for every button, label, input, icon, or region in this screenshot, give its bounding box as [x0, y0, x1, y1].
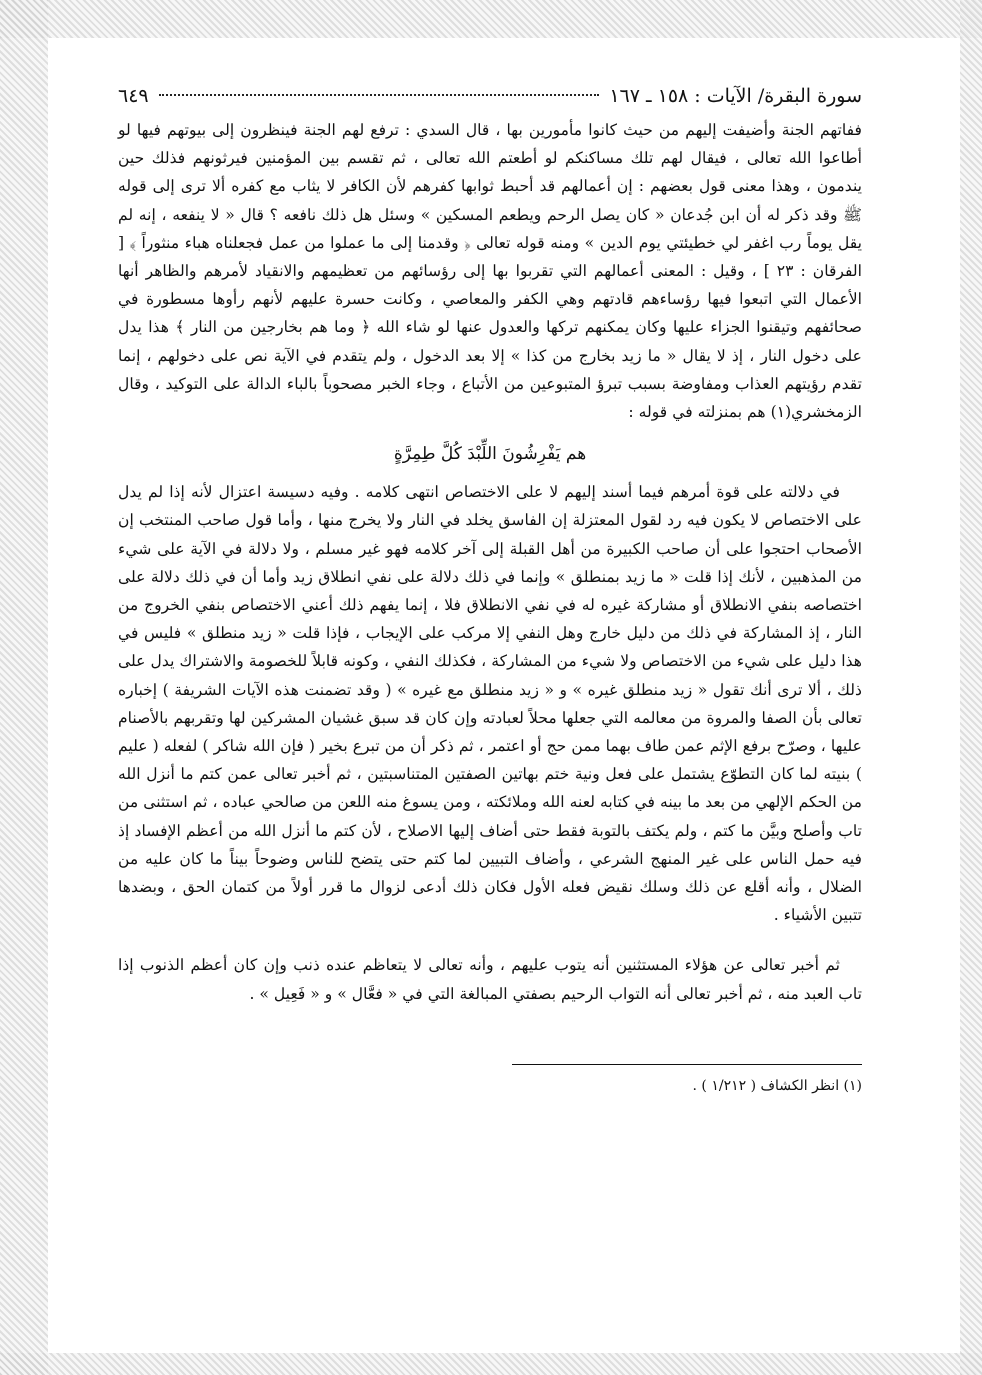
scan-border-bottom: [0, 1353, 982, 1375]
poetry-verse: هم يَفْرِشُونَ اللِّبْدَ كُلَّ طِمِرَّةٍ: [393, 444, 587, 465]
scan-border-left: [0, 0, 48, 1375]
footnote: (١) انظر الكشاف ( ١/٢١٢ ) .: [692, 1077, 862, 1094]
scan-border-right: [960, 0, 982, 1375]
footnote-separator: [512, 1064, 862, 1065]
running-header: [118, 82, 862, 110]
page-number: ٦٤٩: [118, 85, 149, 107]
header-leader-dots: [159, 94, 600, 96]
body-paragraph-2: في دلالته على قوة أمرهم فيما أسند إليهم لا على الاختصاص انتهى كلامه . وفيه دسيسة اعتزال لأنه إذا لم يدل على الاختصاص لا يكون فيه رد لقول المعتزلة إن الفاسق يخلد في النار ولا يخرج منها ، وأما قول صاحب المنتخب إن الأصحاب احتجوا على أن صاحب الكبيرة من أهل القبلة إلى آخر كلامه فهو غير مسلم ، ولا دلالة في الآية على شيء من المذهبين ، لأنك إذا قلت « ما زيد بمنطلق » وإنما في ذلك دلالة على نفي انطلاق زيد وأما أن في ذلك دلالة على اختصاصه بنفي الانطلاق أو مشاركة غيره له في نفي الانطلاق فلا ، إنما يفهم ذلك أعني الاختصاص بنفي الخروج من النار ، إذ المشاركة في ذلك من دليل خارج وهل النفي إلا مركب على الإيجاب ، فإذا قلت « زيد منطلق » فليس في هذا دليل على شيء من الاختصاص ولا شيء من المشاركة ، فكذلك النفي ، وكونه قابلاً للخصومة والاشتراك يدل على ذلك ، ألا ترى أنك تقول « زيد منطلق غيره » و « زيد منطلق مع غيره » ( وقد تضمنت هذه الآيات الشريفة ) إخباره تعالى بأن الصفا والمروة من معالمه التي جعلها محلاً لعبادته وإن كان قد سبق غشيان المشركين لها وتقربهم بالأصنام عليها ، وصرّح برفع الإثم عمن طاف بهما ممن حج أو اعتمر ، ثم ذكر أن من تبرع بخير ( فإن الله شاكر ) لفعله ( عليم ) بنيته لما كان التطوّع يشتمل على فعل ونية ختم بهاتين الصفتين المتناسبتين ، ثم أخبر تعالى عمن كتم ما أنزل الله من الحكم الإلهي من بعد ما بينه في كتابه لعنه الله وملائكته ، ومن يسوغ منه اللعن من صالحي عباده ، ثم استثنى من تاب وأصلح وبيَّن ما كتم ، ولم يكتف بالتوبة فقط حتى أضاف إليها الاصلاح ، لأن كتم ما أنزل الله من أعظم الإفساد إذ فيه حمل الناس على غير المنهج الشرعي ، وأضاف التبيين لما كتم حتى يتضح للناس وضوحاً بيناً ما كان عليه من الضلال ، وأنه أقلع عن ذلك وسلك نقيض فعله الأول فكان ذلك أدعى لزوال ما قرر أولاً من كتمان الحق ، وبضدها تتبين الأشياء .: [118, 483, 862, 925]
book-page: [118, 82, 862, 1322]
body-paragraph-1: ففاتهم الجنة وأضيفت إليهم من حيث كانوا مأمورين بها ، قال السدي : ترفع لهم الجنة فينظرون إلى بيوتهم فيها لو أطاعوا الله تعالى ، فيقال لهم تلك مساكنكم لو أطعتم الله تعالى ، ثم تقسم بين المؤمنين فيرثونهم فذلك حين يندمون ، وهذا معنى قول بعضهم : إن أعمالهم قد أحبط ثوابها كفرهم لأن الكافر لا يثاب مع كفره ألا ترى إلى قوله ﷺ وقد ذكر له أن ابن جُدعان « كان يصل الرحم ويطعم المسكين » وسئل هل ذلك نافعه ؟ قال « لا ينفعه ، إنه لم يقل يوماً رب اغفر لي خطيئتي يوم الدين » ومنه قوله تعالى ﴿ وقدمنا إلى ما عملوا من عمل فجعلناه هباء منثوراً ﴾ [ الفرقان : ٢٣ ] ، وقيل : المعنى أعمالهم التي تقربوا بها إلى رؤسائهم من تعظيمهم والانقياد لأمرهم والظاهر أنها الأعمال التي اتبعوا فيها رؤساءهم قادتهم وهي الكفر والمعاصي ، وكانت حسرة عليهم لأنهم رأوها مسطورة في صحائفهم وتيقنوا الجزاء عليها وكان يمكنهم تركها والعدول عنها لو شاء الله ﴿ وما هم بخارجين من النار ﴾ هذا يدل على دخول النار ، إذ لا يقال « ما زيد بخارج من كذا » إلا بعد الدخول ، ولم يتقدم في الآية نص على دخولهم ، إنما تقدم رؤيتهم العذاب ومفاوضة بسبب تبرؤ المتبوعين من الأتباع ، وجاء الخبر مصحوباً بالباء الدالة على التوكيد ، وقال الزمخشري(١) هم بمنزلته في قوله :: [118, 121, 862, 422]
body-paragraph-3: ثم أخبر تعالى عن هؤلاء المستثنين أنه يتوب عليهم ، وأنه تعالى لا يتعاظم عنده ذنب وإن كان أعظم الذنوب إذا تاب العبد منه ، ثم أخبر تعالى أنه التواب الرحيم بصفتي المبالغة التي في « فعَّال » و « فَعِيل » .: [118, 956, 862, 1003]
scan-border-top: [0, 0, 982, 38]
surah-title: سورة البقرة/ الآيات : ١٥٨ ـ ١٦٧: [609, 85, 862, 107]
